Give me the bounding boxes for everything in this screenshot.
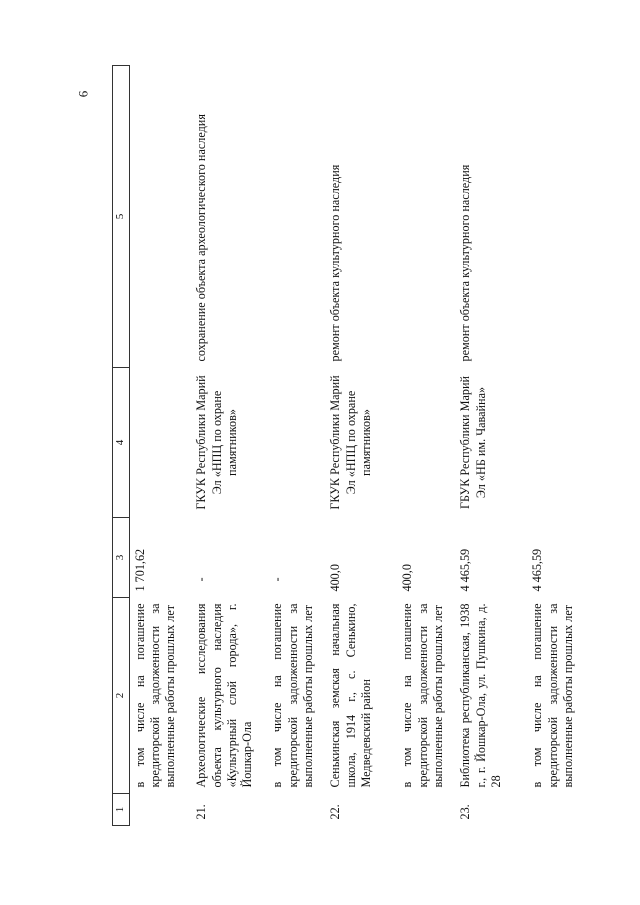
sum-value: 400,0 <box>328 564 343 592</box>
object-name: Археологические исследования объекта культурного наследия «Культурный слой города», г. Йошкар-Ола <box>194 603 254 788</box>
purpose <box>267 66 325 368</box>
organization <box>129 368 191 518</box>
sum-value: 1 701,62 <box>132 548 147 592</box>
organization <box>397 368 455 518</box>
purpose <box>527 66 585 368</box>
col-header-4: 4 <box>113 368 130 518</box>
col-header-5: 5 <box>113 66 130 368</box>
heritage-funding-table <box>112 65 585 826</box>
table-row <box>527 66 585 826</box>
organization <box>267 368 325 518</box>
col-header-3: 3 <box>113 518 130 598</box>
row-number <box>397 794 455 826</box>
sum-value: 400,0 <box>400 564 415 592</box>
object-name: Библиотека республиканская, 1938 г., г. Йошкар-Ола, ул. Пушкина, д. 28 <box>458 603 503 788</box>
col-header-1: 1 <box>113 794 130 826</box>
sum-value: 4 465,59 <box>458 548 473 592</box>
table-row <box>397 66 455 826</box>
purpose: сохранение объекта археологического наследия <box>194 114 209 362</box>
row-number: 22. <box>328 804 343 820</box>
table-row <box>325 66 397 826</box>
organization <box>527 368 585 518</box>
object-name: в том числе на погашение кредиторской задолженности за выполненные работы прошлых лет <box>400 603 445 788</box>
object-name: в том числе на погашение кредиторской задолженности за выполненные работы прошлых лет <box>270 603 315 788</box>
rotated-table-sheet <box>112 66 612 826</box>
organization: ГБУК Республики Марий Эл «НБ им. Чавайна» <box>458 376 488 509</box>
row-number: 23. <box>458 804 473 820</box>
row-number: 21. <box>194 804 209 820</box>
sum-value: - <box>194 577 209 582</box>
purpose: ремонт объекта культурного наследия <box>328 164 343 362</box>
row-number <box>267 794 325 826</box>
page-number: 6 <box>75 90 91 98</box>
table-row <box>191 66 267 826</box>
sum-value: - <box>270 577 285 582</box>
purpose: ремонт объекта культурного наследия <box>458 164 473 362</box>
object-name: Сенькинская земская начальная школа, 1914 г., с. Сенькино, Медведевский район <box>328 603 373 788</box>
object-name: в том числе на погашение кредиторской задолженности за выполненные работы прошлых лет <box>530 603 575 788</box>
organization: ГКУК Республики Марий Эл «НПЦ по охране памятников» <box>328 375 373 510</box>
table-row <box>455 66 527 826</box>
row-number <box>129 794 191 826</box>
sum-value: 4 465,59 <box>530 548 545 592</box>
object-name: в том числе на погашение кредиторской задолженности за выполненные работы прошлых лет <box>132 603 178 788</box>
column-number-row <box>113 66 130 826</box>
purpose <box>129 66 191 368</box>
purpose <box>397 66 455 368</box>
row-number <box>527 794 585 826</box>
table-row <box>129 66 191 826</box>
organization: ГКУК Республики Марий Эл «НПЦ по охране памятников» <box>194 375 239 510</box>
table-row <box>267 66 325 826</box>
col-header-2: 2 <box>113 598 130 794</box>
